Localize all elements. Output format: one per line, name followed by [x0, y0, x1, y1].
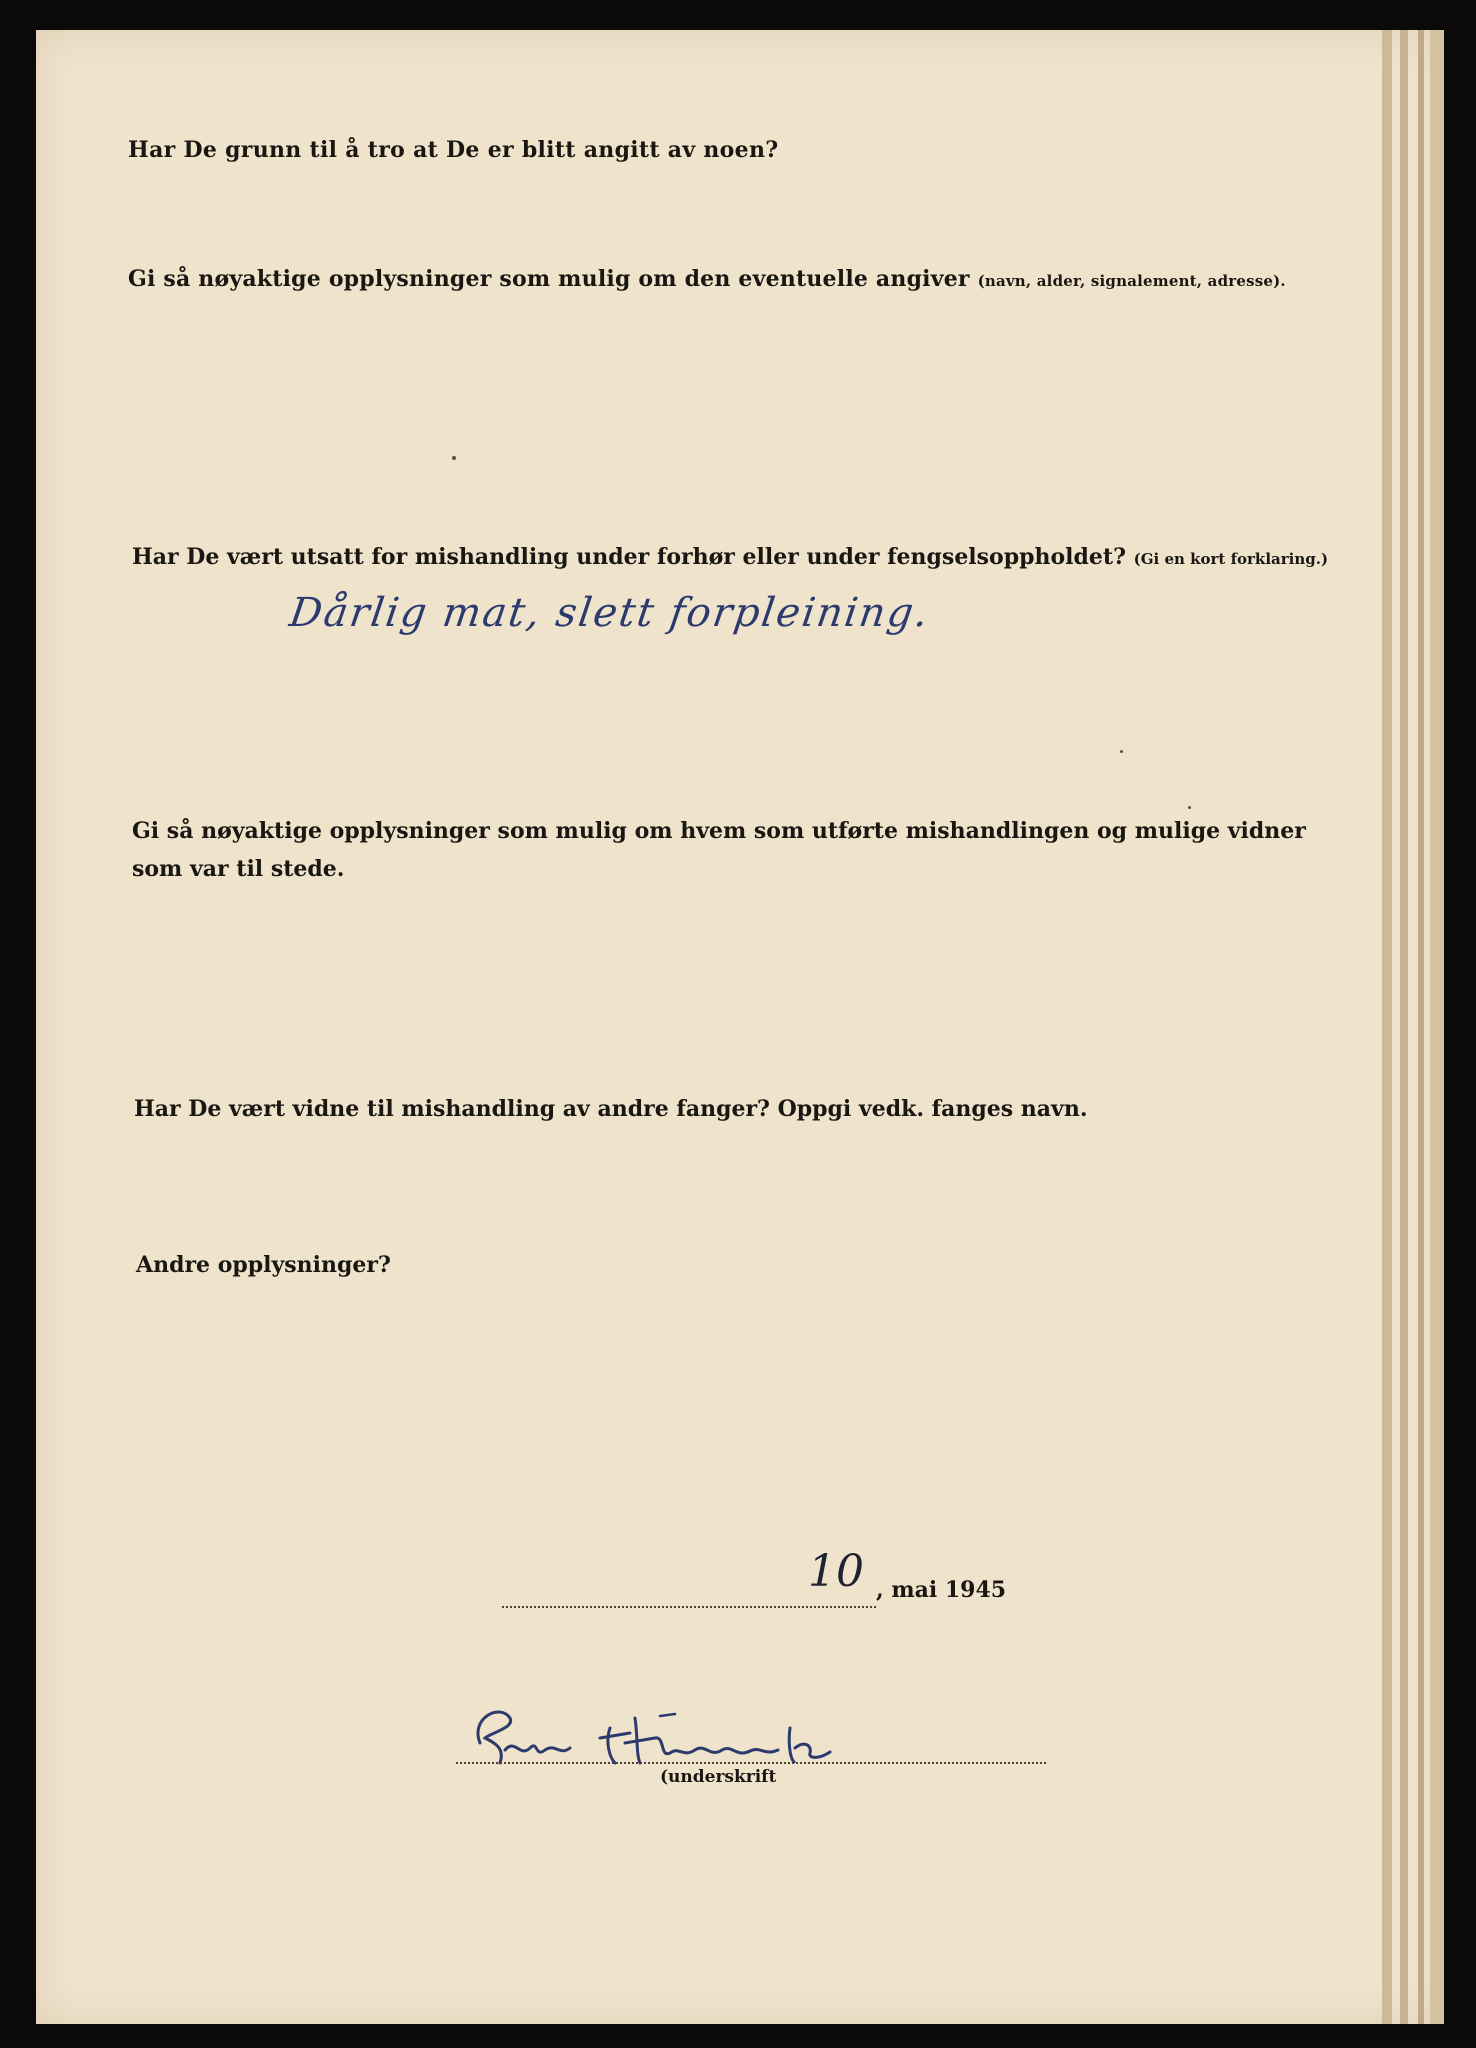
question-informant-details-note: (navn, alder, signalement, adresse).: [977, 272, 1286, 290]
question-informant-details: [128, 260, 1286, 300]
question-perpetrators-line1: Gi så nøyaktige opplysninger som mulig om hvem som utførte mishandlingen og mulige vidner: [132, 818, 1306, 844]
question-denounced: Har De grunn til å tro at De er blitt angitt av noen?: [128, 137, 779, 163]
ink-speck: [452, 456, 456, 460]
question-mistreatment-note: (Gi en kort forklaring.): [1133, 550, 1329, 568]
question-informant-details-text: Gi så nøyaktige opplysninger som mulig om den eventuelle angiver: [128, 266, 970, 292]
question-perpetrators-line2: som var til stede.: [132, 856, 345, 882]
page-edge-stack: [1418, 30, 1424, 2024]
question-mistreatment: [132, 538, 1328, 578]
ink-speck: [1188, 806, 1191, 809]
date-dotted-line: [502, 1606, 876, 1608]
signature-dotted-line: [456, 1762, 1046, 1764]
question-witness: Har De vært vidne til mishandling av andre fanger? Oppgi vedk. fanges navn.: [134, 1096, 1088, 1122]
date-day-handwritten: 10: [808, 1546, 864, 1597]
page-edge-stack: [1382, 30, 1392, 2024]
handwritten-signature: [460, 1688, 900, 1778]
page-edge-stack: [1430, 30, 1444, 2024]
answer-mistreatment-handwritten: Dårlig mat, slett forpleining.: [286, 590, 933, 636]
ink-speck: [1120, 750, 1123, 753]
date-printed-text: mai 1945: [891, 1577, 1007, 1603]
date-printed: , mai 1945: [876, 1577, 1007, 1603]
page-edge-stack: [1400, 30, 1408, 2024]
question-perpetrators: [132, 812, 1306, 888]
signature-label: (underskrift: [660, 1767, 777, 1787]
question-other-info: Andre opplysninger?: [136, 1252, 391, 1278]
question-mistreatment-text: Har De vært utsatt for mishandling under forhør eller under fengselsoppholdet?: [132, 544, 1126, 570]
